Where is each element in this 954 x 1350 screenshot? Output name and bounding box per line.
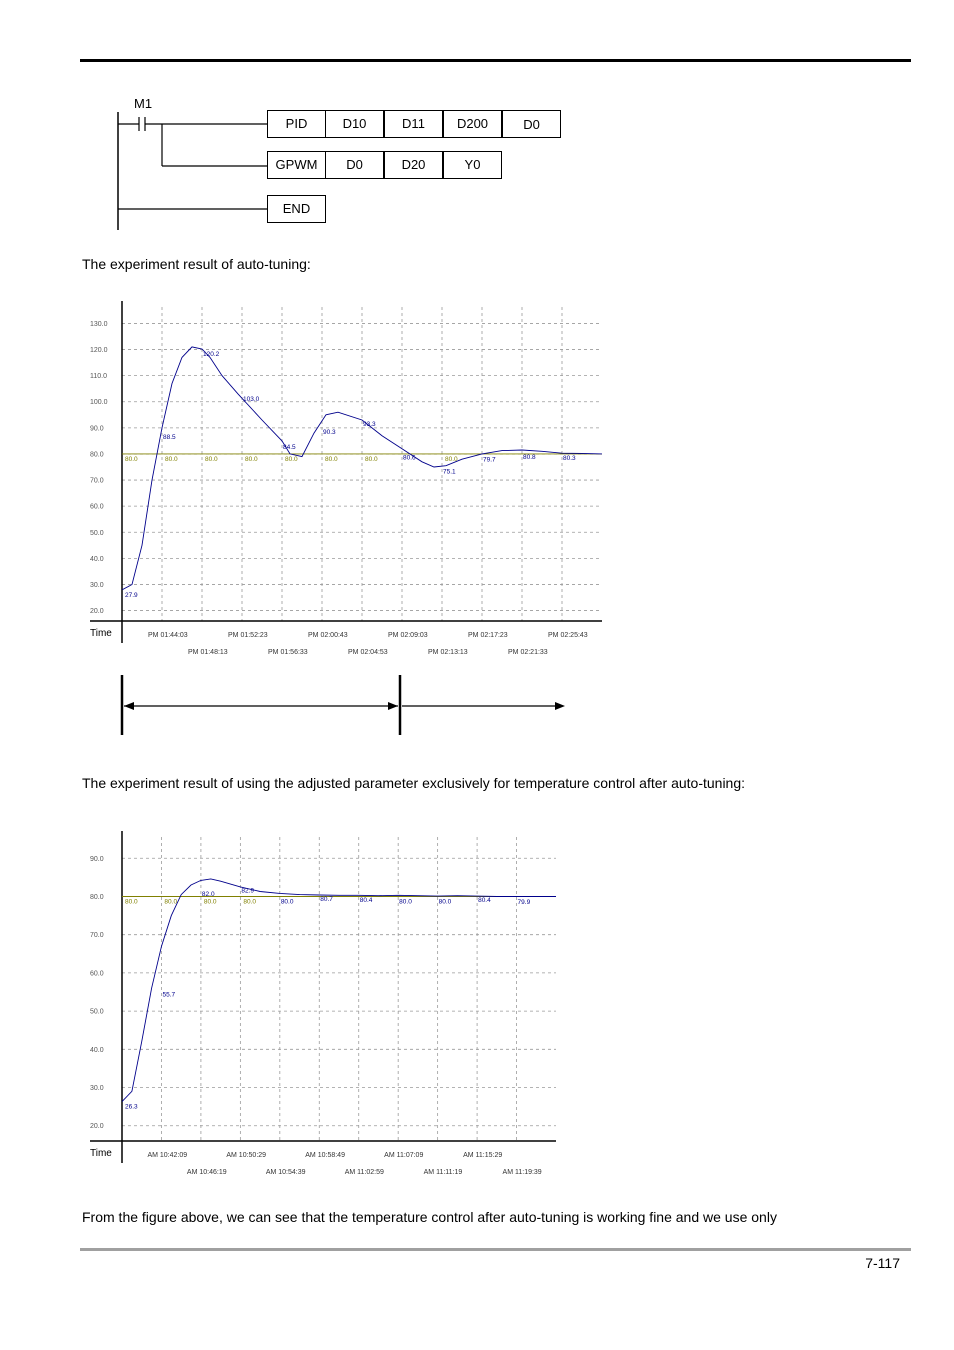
arrow-head-right <box>555 702 565 710</box>
x-tick-label: PM 01:52:23 <box>228 632 268 639</box>
x-tick-label: PM 02:04:53 <box>348 649 388 656</box>
y-tick-label: 60.0 <box>90 970 104 978</box>
chart-autotune <box>80 296 604 664</box>
temperature-value-label: 93.3 <box>363 421 376 429</box>
x-tick-label: AM 10:46:19 <box>186 1169 227 1176</box>
x-tick-label: PM 01:44:03 <box>148 632 188 639</box>
temperature-value-label: 103.0 <box>243 395 260 403</box>
temperature-value-label: 80.3 <box>563 455 576 463</box>
temperature-value-label: 80.6 <box>403 454 416 462</box>
x-tick-label: AM 10:58:49 <box>305 1152 345 1159</box>
temperature-value-label: 82.9 <box>241 887 255 895</box>
ladder-box-d20: D20 <box>384 151 443 179</box>
x-tick-label: AM 11:15:29 <box>463 1152 503 1159</box>
y-tick-label: 50.0 <box>90 529 104 537</box>
y-tick-label: 40.0 <box>90 555 104 563</box>
footer-rule <box>80 1248 911 1251</box>
x-tick-label: PM 02:09:03 <box>388 632 428 639</box>
paragraph-conclusion: From the figure above, we can see that the temperature control after auto-tuning is working fine and we use only <box>82 1209 777 1225</box>
chart-adjusted <box>80 816 560 1182</box>
x-tick-label: PM 01:48:13 <box>188 649 228 656</box>
y-tick-label: 30.0 <box>90 581 104 589</box>
x-tick-label: PM 02:21:33 <box>508 649 548 656</box>
temperature-value-label: 27.9 <box>125 591 138 599</box>
y-tick-label: 60.0 <box>90 503 104 511</box>
y-tick-label: 90.0 <box>90 855 104 863</box>
temperature-value-label: 80.8 <box>523 453 536 461</box>
ladder-box-d11: D11 <box>384 110 443 138</box>
setpoint-value-label: 80.0 <box>243 898 256 906</box>
x-axis-label: Time <box>90 628 112 639</box>
setpoint-value-label: 80.0 <box>365 455 378 463</box>
x-tick-label: PM 02:13:13 <box>428 649 468 656</box>
chart-autotune-svg <box>80 296 604 664</box>
x-tick-label: AM 10:54:39 <box>265 1169 306 1176</box>
temperature-value-label: 88.5 <box>163 433 176 441</box>
setpoint-value-label: 80.0 <box>124 898 138 906</box>
y-tick-label: 30.0 <box>90 1085 104 1093</box>
setpoint-value-label: 80.0 <box>165 455 178 463</box>
setpoint-value-label: 80.0 <box>245 455 258 463</box>
temperature-line <box>122 879 556 1102</box>
y-tick-label: 80.0 <box>90 451 104 459</box>
x-tick-label: PM 02:17:23 <box>468 632 508 639</box>
y-tick-label: 40.0 <box>90 1046 104 1054</box>
x-tick-label: AM 11:02:59 <box>344 1169 384 1176</box>
temperature-value-label: 80.0 <box>399 898 412 906</box>
temperature-value-label: 79.9 <box>517 898 531 906</box>
temperature-value-label: 120.2 <box>203 351 220 359</box>
y-tick-label: 70.0 <box>90 477 104 485</box>
y-tick-label: 90.0 <box>90 425 104 433</box>
temperature-value-label: 82.0 <box>201 890 215 898</box>
temperature-value-label: 79.7 <box>483 456 496 464</box>
y-tick-label: 20.0 <box>90 1123 104 1131</box>
y-tick-label: 100.0 <box>90 399 108 407</box>
y-tick-label: 70.0 <box>90 932 104 940</box>
y-tick-label: 50.0 <box>90 1008 104 1016</box>
x-axis-label: Time <box>90 1148 112 1159</box>
y-tick-label: 80.0 <box>90 893 104 901</box>
temperature-value-label: 84.5 <box>283 444 296 452</box>
paragraph-autotune-result: The experiment result of auto-tuning: <box>82 256 311 272</box>
temperature-value-label: 80.7 <box>320 895 333 903</box>
ladder-box-end: END <box>267 195 326 223</box>
y-tick-label: 120.0 <box>90 347 108 355</box>
paragraph-adjusted-result: The experiment result of using the adjusted parameter exclusively for temperature control after auto-tuning: <box>82 775 746 791</box>
setpoint-value-label: 80.0 <box>445 455 458 463</box>
arrow-head-mid <box>388 702 398 710</box>
setpoint-value-label: 80.0 <box>205 455 218 463</box>
ladder-box-y0: Y0 <box>443 151 502 179</box>
arrow-head-left <box>124 702 134 710</box>
temperature-value-label: 75.1 <box>443 468 456 476</box>
x-tick-label: PM 02:00:43 <box>308 632 348 639</box>
temperature-value-label: 26.3 <box>124 1103 138 1111</box>
x-tick-label: AM 11:07:09 <box>384 1152 424 1159</box>
setpoint-value-label: 80.0 <box>285 455 298 463</box>
ladder-box-gpwm: GPWM <box>267 151 326 179</box>
x-tick-label: AM 10:50:29 <box>226 1152 267 1159</box>
y-tick-label: 130.0 <box>90 320 108 328</box>
setpoint-value-label: 80.0 <box>164 898 178 906</box>
page-number: 7-117 <box>865 1255 900 1271</box>
temperature-value-label: 80.0 <box>280 898 294 906</box>
x-tick-label: AM 10:42:09 <box>147 1152 188 1159</box>
temperature-value-label: 80.4 <box>478 896 491 904</box>
y-tick-label: 20.0 <box>90 608 104 616</box>
ladder-box-d10: D10 <box>325 110 384 138</box>
temperature-value-label: 80.0 <box>438 898 452 906</box>
phase-arrows <box>110 670 580 740</box>
ladder-diagram <box>0 0 954 240</box>
x-tick-label: AM 11:11:19 <box>423 1169 463 1176</box>
x-tick-label: PM 01:56:33 <box>268 649 308 656</box>
ladder-box-pid: PID <box>267 110 326 138</box>
y-tick-label: 110.0 <box>90 373 107 381</box>
temperature-value-label: 90.3 <box>323 429 336 437</box>
setpoint-value-label: 80.0 <box>203 898 217 906</box>
setpoint-value-label: 80.0 <box>325 455 338 463</box>
ladder-box-d200: D200 <box>443 110 502 138</box>
setpoint-value-label: 80.0 <box>125 455 138 463</box>
temperature-value-label: 55.7 <box>162 991 176 999</box>
ladder-box-d0: D0 <box>502 110 561 138</box>
temperature-value-label: 80.4 <box>359 896 373 904</box>
ladder-box-d0-2: D0 <box>325 151 384 179</box>
x-tick-label: AM 11:19:39 <box>502 1169 542 1176</box>
contact-label-m1: M1 <box>134 96 153 111</box>
chart-adjusted-svg <box>80 816 560 1182</box>
x-tick-label: PM 02:25:43 <box>548 632 588 639</box>
